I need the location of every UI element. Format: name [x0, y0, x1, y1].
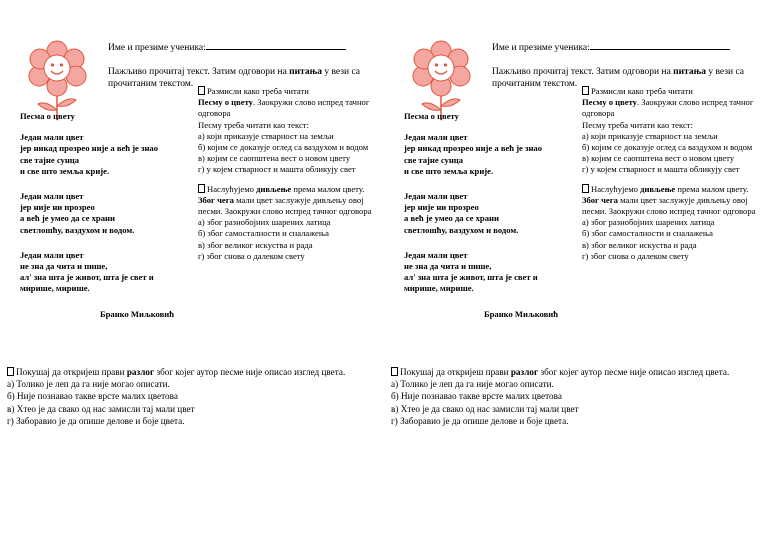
- answer-option[interactable]: б) којим се доказује оглед са ваздухом и водом: [582, 142, 753, 153]
- answer-option[interactable]: в) којим се саопштена вест о новом цвету: [582, 153, 735, 164]
- poem-stanza: Један мали цвет не зна да чита и пише, ал' зна шта је живот, шта је свет и мирише, мирише.: [20, 249, 154, 294]
- answer-option[interactable]: б) због самосталности и сналажења: [582, 228, 713, 239]
- question-3: Покушај да откријеш прави разлог због којег аутор песме није описао изглед цвета. а) Толико је леп да га није могао описати. б) Није познавао такве врсте малих цветова в) Хтео је да свако од нас замисли тај мали цвет г) Заборавио је да опише делове и боје цвета.: [7, 366, 382, 427]
- answer-option[interactable]: г) због снова о далеком свету: [582, 250, 689, 261]
- answer-option[interactable]: г) Заборавио је да опише делове и боје цвета.: [391, 415, 569, 426]
- poem-stanza: Један мали цвет не зна да чита и пише, ал' зна шта је живот, шта је свет и мирише, мирише.: [404, 249, 538, 294]
- poem-title: Песма о цвету: [20, 111, 75, 121]
- answer-option[interactable]: в) Хтео је да свако од нас замисли тај мали цвет: [391, 403, 579, 414]
- worksheet-header: [492, 40, 762, 90]
- answer-option[interactable]: г) због снова о далеком свету: [198, 250, 305, 261]
- worksheet-header: [108, 40, 378, 90]
- instruction-text: Пажљиво прочитај текст. Затим одговори на питања у вези са прочитаним текстом.: [492, 67, 744, 89]
- answer-option[interactable]: б) Није познавао такве врсте малих цветова: [7, 391, 178, 402]
- poem: [404, 111, 576, 320]
- question-3: Покушај да откријеш прави разлог због којег аутор песме није описао изглед цвета. а) Толико је леп да га није могао описати. б) Није познавао такве врсте малих цветова в) Хтео је да свако од нас замисли тај мали цвет г) Заборавио је да опише делове и боје цвета.: [391, 366, 766, 427]
- answer-option[interactable]: а) који приказује стварност на земљи: [198, 130, 334, 141]
- worksheet-right: [384, 0, 768, 543]
- poem-title: Песма о цвету: [404, 111, 459, 121]
- answer-option[interactable]: в) због великог искуства и рада: [198, 239, 313, 250]
- answer-option[interactable]: а) који приказује стварност на земљи: [582, 130, 718, 141]
- name-blank-line[interactable]: [590, 40, 730, 50]
- checkbox-square-icon: [198, 184, 205, 193]
- name-label: Име и презиме ученика:: [108, 43, 206, 53]
- poem: [20, 111, 192, 320]
- checkbox-square-icon: [391, 367, 398, 376]
- question-1: Размисли како треба читати Песму о цвету. Заокружи слово испред тачног одговора Песму треба читати као текст: а) који приказује стварност на земљи б) којим се доказује оглед са ваздухом и водом в) којим се саопштена вест о новом цвету г) у којем стварност и машта обликују свет: [582, 86, 762, 176]
- answer-option[interactable]: б) због самосталности и сналажења: [198, 228, 329, 239]
- answer-option[interactable]: г) у којем стварност и машта обликују свет: [198, 164, 356, 175]
- name-label: Име и презиме ученика:: [492, 43, 590, 53]
- name-blank-line[interactable]: [206, 40, 346, 50]
- question-2: Наслућујемо дивљење према малом цвету. Због чега мали цвет заслужује дивљењу овој песми. Заокружи слово испред тачног одговора а) због разнобојних шарених латица б) због самосталности и сналажења в) због великог искуства и рада г) због снова о далеком свету: [198, 184, 378, 262]
- answer-option[interactable]: б) којим се доказује оглед са ваздухом и водом: [198, 142, 369, 153]
- checkbox-square-icon: [582, 86, 589, 95]
- poem-author: Бранко Миљковић: [483, 308, 558, 319]
- checkbox-square-icon: [198, 86, 205, 95]
- checkbox-square-icon: [7, 367, 14, 376]
- questions-column: [582, 86, 762, 262]
- answer-option[interactable]: в) којим се саопштена вест о новом цвету: [198, 153, 351, 164]
- instruction-text: Пажљиво прочитај текст. Затим одговори на питања у вези са прочитаним текстом.: [108, 67, 360, 89]
- answer-option[interactable]: г) у којем стварност и машта обликују свет: [582, 164, 740, 175]
- poem-stanza: Један мали цвет јер није ни прозрео а већ је умео да се храни светлошћу, ваздухом и водом.: [404, 191, 519, 235]
- question-2: Наслућујемо дивљење према малом цвету. Због чега мали цвет заслужује дивљењу овој песми. Заокружи слово испред тачног одговора а) због разнобојних шарених латица б) због самосталности и сналажења в) због великог искуства и рада г) због снова о далеком свету: [582, 184, 762, 262]
- poem-stanza: Један мали цвет јер никад прозрео није а већ је знао све тајне сунца и све што земља крије.: [20, 132, 159, 176]
- answer-option[interactable]: б) Није познавао такве врсте малих цветова: [391, 391, 562, 402]
- answer-option[interactable]: в) Хтео је да свако од нас замисли тај мали цвет: [7, 403, 195, 414]
- smiling-flower-icon: [410, 40, 472, 120]
- poem-stanza: Један мали цвет јер никад прозрео није а већ је знао све тајне сунца и све што земља крије.: [404, 132, 543, 176]
- smiling-flower-icon: [26, 40, 88, 120]
- answer-option[interactable]: г) Заборавио је да опише делове и боје цвета.: [7, 415, 185, 426]
- checkbox-square-icon: [582, 184, 589, 193]
- answer-option[interactable]: а) Толико је леп да га није могао описати.: [7, 379, 170, 390]
- poem-stanza: Један мали цвет јер није ни прозрео а већ је умео да се храни светлошћу, ваздухом и водом.: [20, 191, 135, 235]
- answer-option[interactable]: а) због разнобојних шарених латица: [198, 217, 331, 228]
- answer-option[interactable]: а) због разнобојних шарених латица: [582, 217, 715, 228]
- answer-option[interactable]: а) Толико је леп да га није могао описати.: [391, 379, 554, 390]
- question-1: Размисли како треба читати Песму о цвету. Заокружи слово испред тачног одговора Песму треба читати као текст: а) који приказује стварност на земљи б) којим се доказује оглед са ваздухом и водом в) којим се саопштена вест о новом цвету г) у којем стварност и машта обликују свет: [198, 86, 378, 176]
- questions-column: [198, 86, 378, 262]
- student-name-field[interactable]: [108, 40, 378, 54]
- answer-option[interactable]: в) због великог искуства и рада: [582, 239, 697, 250]
- poem-author: Бранко Миљковић: [99, 308, 174, 319]
- student-name-field[interactable]: [492, 40, 762, 54]
